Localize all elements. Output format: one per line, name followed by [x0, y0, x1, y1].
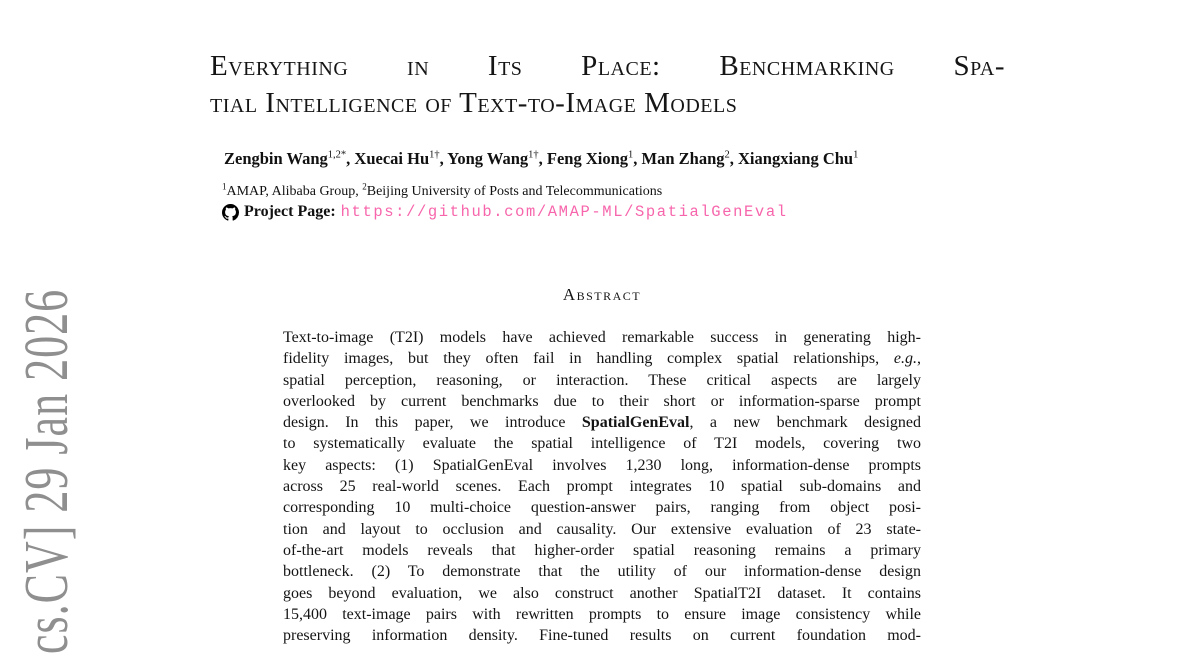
abstract-line: to systematically evaluate the spatial intelligence of T2I models, covering two: [283, 435, 921, 453]
affiliations: [222, 181, 1052, 200]
project-page-label: Project Page:: [244, 203, 336, 220]
abstract-line: Text-to-image (T2I) models have achieved remarkable success in generating high-: [283, 329, 921, 346]
affiliation-text: Beijing University of Posts and Telecommunications: [366, 184, 663, 199]
author: Xiangxiang Chu$^1$: [738, 149, 859, 168]
affiliation-sup: 1: [222, 181, 227, 192]
abstract-text: [283, 327, 921, 646]
abstract-line: fidelity images, but they often fail in handling complex spatial relationships, e.g.,: [283, 350, 921, 368]
abstract-heading: Abstract: [562, 285, 642, 304]
affiliation-text: AMAP, Alibaba Group,: [226, 184, 363, 199]
abstract-line: preserving information density. Fine-tuned results on current foundation mod-: [283, 627, 921, 645]
paper-title: [210, 48, 1005, 122]
author: Man Zhang$^2$,: [641, 149, 739, 168]
project-page-row: [222, 203, 1122, 221]
abstract-line: design. In this paper, we introduce SpatialGenEval, a new benchmark designed: [283, 414, 922, 432]
arxiv-watermark: cs.CV] 29 Jan 2026: [11, 288, 82, 654]
author: Zengbin Wang$^{1,2*}$,: [224, 149, 355, 168]
title-line-2: tial Intelligence of Text-to-Image Models: [210, 87, 738, 119]
abstract-line: goes beyond evaluation, we also construct another SpatialT2I dataset. It contains: [283, 584, 921, 602]
author: Yong Wang$^{1\dagger}$,: [447, 149, 547, 168]
abstract-line: 15,400 text-image pairs with rewritten prompts to ensure image consistency while: [283, 605, 921, 623]
abstract-line: tion and layout to occlusion and causality. Our extensive evaluation of 23 state-: [283, 520, 921, 538]
affiliation-sup: 2: [362, 181, 367, 192]
title-line-1: Everything in Its Place: Benchmarking Spa-: [210, 50, 1005, 82]
github-icon: [222, 204, 239, 221]
author-list: [224, 149, 1054, 169]
author: Xuecai $Hu^{1\dagger}$,: [354, 149, 448, 168]
abstract-line: across 25 real-world scenes. Each prompt integrates 10 spatial sub-domains and: [283, 478, 921, 496]
abstract-line: of-the-art models reveals that higher-order spatial reasoning remains a primary: [283, 541, 921, 559]
abstract-line: overlooked by current benchmarks due to their short or information-sparse prompt: [283, 392, 921, 410]
abstract-line: key aspects: (1) SpatialGenEval involves 1,230 long, information-dense prompts: [283, 456, 921, 474]
project-page-link[interactable]: https://github.com/AMAP-ML/SpatialGenEval: [340, 203, 788, 221]
abstract-line: bottleneck. (2) To demonstrate that the utility of our information-dense design: [283, 563, 921, 581]
author: Feng Xiong$^1$,: [546, 149, 642, 168]
abstract-line: spatial perception, reasoning, or interaction. These critical aspects are largely: [283, 371, 921, 389]
abstract-line: corresponding 10 multi-choice question-answer pairs, ranging from object posi-: [283, 499, 921, 517]
